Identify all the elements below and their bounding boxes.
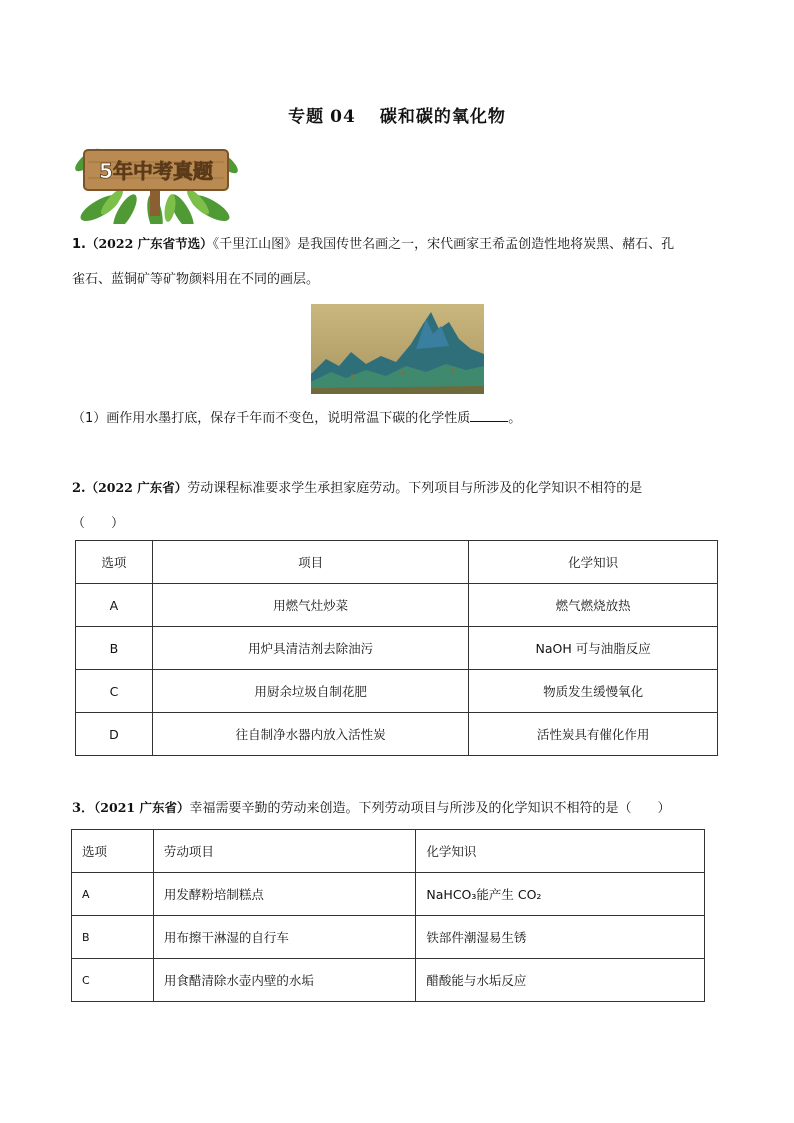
question-1-line2 (72, 270, 732, 290)
table-header-cell: 项目 (152, 541, 468, 584)
table-row (76, 584, 718, 627)
q1-stem-line2: 雀石、蓝铜矿等矿物颜料用在不同的画层。 (72, 272, 320, 287)
question-3 (72, 798, 732, 819)
table-cell: 用发酵粉培制糕点 (153, 873, 416, 916)
title-prefix: 专题 (288, 107, 325, 127)
table-header-cell: 化学知识 (469, 541, 718, 584)
question-1 (72, 234, 732, 255)
title-number: 04 (330, 107, 356, 127)
table-cell: 用布擦干淋湿的自行车 (153, 916, 416, 959)
banner-text: 5年中考真题 (99, 159, 213, 183)
table-cell: 用食醋清除水壶内壁的水垢 (153, 959, 416, 1002)
table-header-cell: 劳动项目 (153, 830, 416, 873)
q2-table (75, 540, 718, 756)
q3-stem: 幸福需要辛勤的劳动来创造。下列劳动项目与所涉及的化学知识不相符的是（ ） (189, 801, 671, 816)
q2-paren: （ ） (72, 516, 125, 531)
table-header-row (72, 830, 705, 873)
table-row (76, 670, 718, 713)
q2-source: （2022 广东省） (85, 480, 188, 495)
table-cell: NaOH 可与油脂反应 (469, 627, 718, 670)
table-row (76, 713, 718, 756)
table-cell: B (72, 916, 154, 959)
q1-number: 1. (72, 237, 86, 252)
table-row (72, 959, 705, 1002)
q3-number: 3． (72, 801, 95, 816)
q2-number: 2. (72, 481, 86, 496)
table-row (72, 873, 705, 916)
q1-sub1-end: 。 (508, 411, 522, 426)
q1-sub1 (72, 409, 732, 429)
q1-source: （2022 广东省节选） (85, 236, 213, 251)
table-cell: B (76, 627, 153, 670)
table-cell: NaHCO₃能产生 CO₂ (416, 873, 705, 916)
q2-stem: 劳动课程标准要求学生承担家庭劳动。下列项目与所涉及的化学知识不相符的是 (187, 481, 643, 496)
table-cell: 活性炭具有催化作用 (469, 713, 718, 756)
q3-source: （2021 广东省） (94, 800, 190, 815)
table-cell: A (72, 873, 154, 916)
table-header-cell: 化学知识 (416, 830, 705, 873)
section-banner (70, 138, 242, 224)
table-header-cell: 选项 (76, 541, 153, 584)
table-row (72, 916, 705, 959)
table-cell: C (72, 959, 154, 1002)
table-cell: 燃气燃烧放热 (469, 584, 718, 627)
table-cell: C (76, 670, 153, 713)
painting-image (311, 304, 484, 394)
answer-blank[interactable] (470, 409, 508, 422)
table-cell: 往自制净水器内放入活性炭 (152, 713, 468, 756)
table-cell: A (76, 584, 153, 627)
page-title (0, 102, 794, 127)
table-cell: 用燃气灶炒菜 (152, 584, 468, 627)
table-cell: 物质发生缓慢氧化 (469, 670, 718, 713)
table-cell: 醋酸能与水垢反应 (416, 959, 705, 1002)
q1-sub1-text: （1）画作用水墨打底，保存千年而不变色，说明常温下碳的化学性质 (72, 411, 471, 426)
table-row (76, 627, 718, 670)
q1-stem-line1: 《千里江山图》是我国传世名画之一，宋代画家王希孟创造性地将炭黑、赭石、孔 (212, 237, 675, 252)
table-header-cell: 选项 (72, 830, 154, 873)
wooden-sign-icon (70, 138, 242, 224)
table-cell: 用厨余垃圾自制花肥 (152, 670, 468, 713)
table-cell: 用炉具清洁剂去除油污 (152, 627, 468, 670)
table-header-row (76, 541, 718, 584)
q3-table (71, 829, 705, 1002)
table-cell: D (76, 713, 153, 756)
question-2 (72, 478, 732, 499)
table-cell: 铁部件潮湿易生锈 (416, 916, 705, 959)
landscape-painting-icon (311, 304, 484, 394)
title-text: 碳和碳的氧化物 (379, 107, 506, 127)
